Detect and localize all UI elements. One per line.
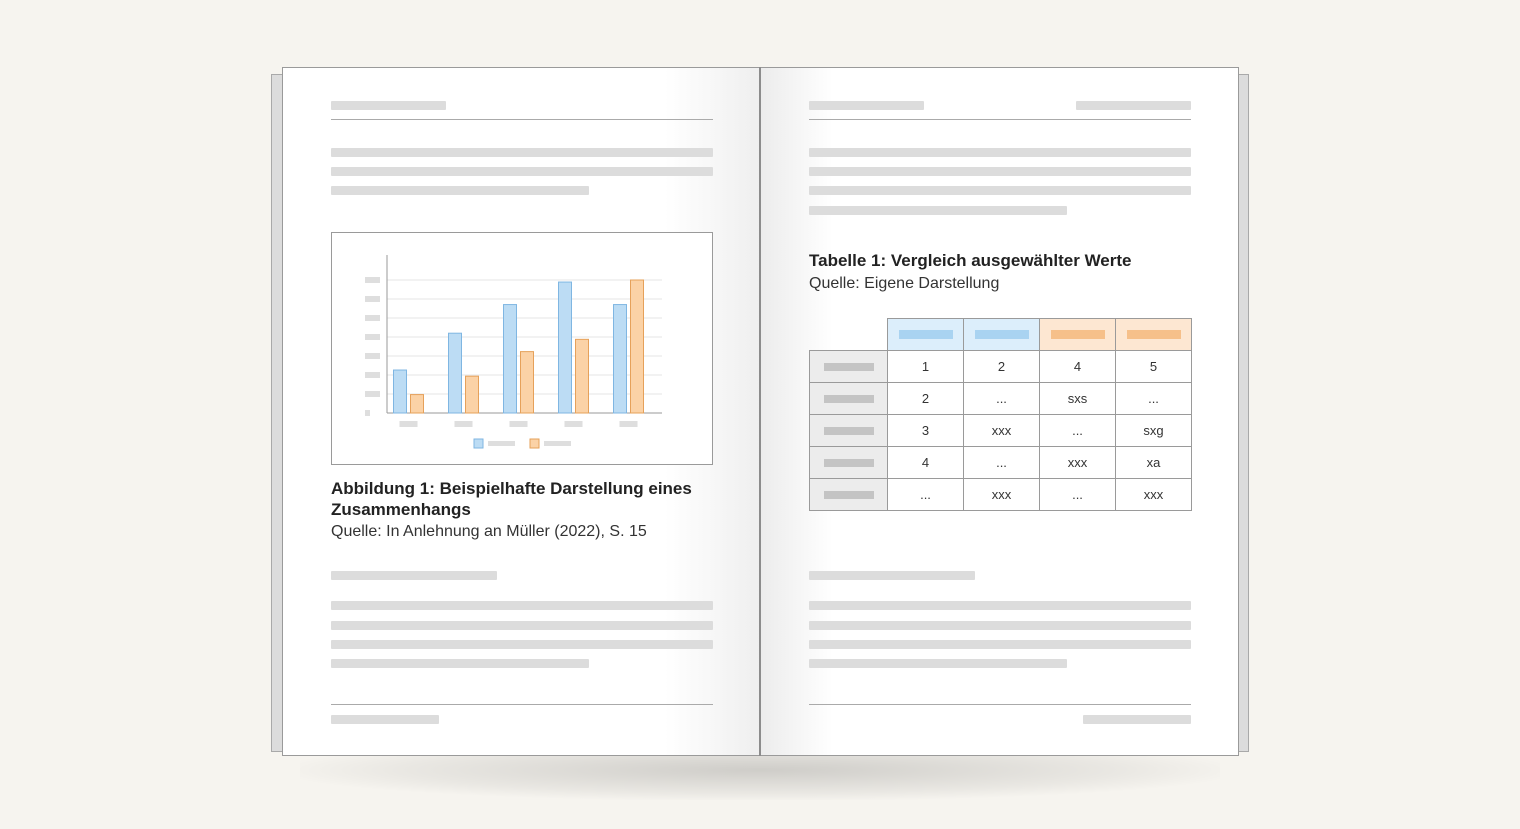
row-label-placeholder <box>810 479 888 511</box>
table-cell: xxx <box>1040 447 1116 479</box>
text-line-placeholder <box>331 659 589 668</box>
text-line-placeholder <box>331 601 713 610</box>
footer-placeholder <box>1083 715 1191 724</box>
table-row <box>810 479 1192 511</box>
table-cell: 3 <box>888 415 964 447</box>
book-spine <box>759 67 761 756</box>
table-cell: xa <box>1116 447 1192 479</box>
chart-bar <box>394 370 407 413</box>
text-line-placeholder <box>331 148 713 157</box>
table-cell: 4 <box>888 447 964 479</box>
chart-bar <box>449 333 462 413</box>
legend-swatch <box>474 439 483 448</box>
left-page <box>282 67 761 756</box>
table-caption-source: Quelle: Eigene Darstellung <box>809 275 1000 292</box>
legend-swatch <box>530 439 539 448</box>
x-tick-label <box>510 421 528 427</box>
table-row <box>810 447 1192 479</box>
header-placeholder <box>331 101 446 110</box>
table-caption-title: Tabelle 1: Vergleich ausgewählter Werte <box>809 251 1132 270</box>
table-cell: xxx <box>1116 479 1192 511</box>
text-line-placeholder <box>331 640 713 649</box>
table-row <box>810 351 1192 383</box>
table-cell: ... <box>1116 383 1192 415</box>
text-line-placeholder <box>809 659 1067 668</box>
text-line-placeholder <box>809 601 1191 610</box>
chart-bar <box>504 305 517 413</box>
footer-placeholder <box>331 715 439 724</box>
table-cell: 2 <box>888 383 964 415</box>
y-tick-label <box>365 277 380 283</box>
table-cell: ... <box>964 447 1040 479</box>
header-placeholder <box>809 101 924 110</box>
footer-rule <box>331 704 713 705</box>
comparison-table <box>809 318 1192 511</box>
table-header-row <box>810 319 1192 351</box>
table-row <box>810 383 1192 415</box>
right-page <box>760 67 1239 756</box>
chart-bar <box>614 305 627 413</box>
y-tick-label <box>365 391 380 397</box>
text-line-placeholder <box>809 167 1191 176</box>
legend-label <box>544 441 571 446</box>
table-cell: xxx <box>964 479 1040 511</box>
header-rule <box>331 119 713 120</box>
bar-chart <box>332 233 712 464</box>
header-rule <box>809 119 1191 120</box>
table-cell: sxg <box>1116 415 1192 447</box>
y-tick-label <box>365 296 380 302</box>
x-tick-label <box>620 421 638 427</box>
table-corner <box>810 319 888 351</box>
table-cell: 1 <box>888 351 964 383</box>
chart-bar <box>521 352 534 413</box>
bar-chart-figure <box>331 232 713 465</box>
text-line-placeholder <box>809 621 1191 630</box>
chart-bar <box>466 376 479 413</box>
text-line-placeholder <box>331 167 713 176</box>
subheading-placeholder <box>331 571 497 580</box>
legend-label <box>488 441 515 446</box>
table-cell: sxs <box>1040 383 1116 415</box>
table-cell: 4 <box>1040 351 1116 383</box>
table-row <box>810 415 1192 447</box>
column-header-placeholder <box>888 319 964 351</box>
footer-rule <box>809 704 1191 705</box>
text-line-placeholder <box>809 186 1191 195</box>
text-line-placeholder <box>809 206 1067 215</box>
table-cell: ... <box>888 479 964 511</box>
y-tick-label <box>365 334 380 340</box>
text-line-placeholder <box>331 186 589 195</box>
figure-caption-source: Quelle: In Anlehnung an Müller (2022), S. 15 <box>331 523 647 540</box>
x-tick-label <box>455 421 473 427</box>
row-label-placeholder <box>810 447 888 479</box>
table-cell: 5 <box>1116 351 1192 383</box>
column-header-placeholder <box>1040 319 1116 351</box>
column-header-placeholder <box>964 319 1040 351</box>
row-label-placeholder <box>810 351 888 383</box>
row-label-placeholder <box>810 415 888 447</box>
table-cell: ... <box>1040 479 1116 511</box>
table-cell: 2 <box>964 351 1040 383</box>
chart-bar <box>576 339 589 413</box>
x-tick-label <box>565 421 583 427</box>
subheading-placeholder <box>809 571 975 580</box>
y-tick-label <box>365 315 380 321</box>
y-tick-label <box>365 410 370 416</box>
text-line-placeholder <box>809 148 1191 157</box>
column-header-placeholder <box>1116 319 1192 351</box>
figure-caption-title: Abbildung 1: Beispielhafte Darstellung eines Zusammenhangs <box>331 479 692 519</box>
table-cell: ... <box>1040 415 1116 447</box>
x-tick-label <box>400 421 418 427</box>
y-tick-label <box>365 372 380 378</box>
y-tick-label <box>365 353 380 359</box>
chart-bar <box>631 280 644 413</box>
row-label-placeholder <box>810 383 888 415</box>
text-line-placeholder <box>809 640 1191 649</box>
table-cell: xxx <box>964 415 1040 447</box>
header-placeholder <box>1076 101 1191 110</box>
table-cell: ... <box>964 383 1040 415</box>
chart-bar <box>559 282 572 413</box>
chart-bar <box>411 395 424 413</box>
text-line-placeholder <box>331 621 713 630</box>
